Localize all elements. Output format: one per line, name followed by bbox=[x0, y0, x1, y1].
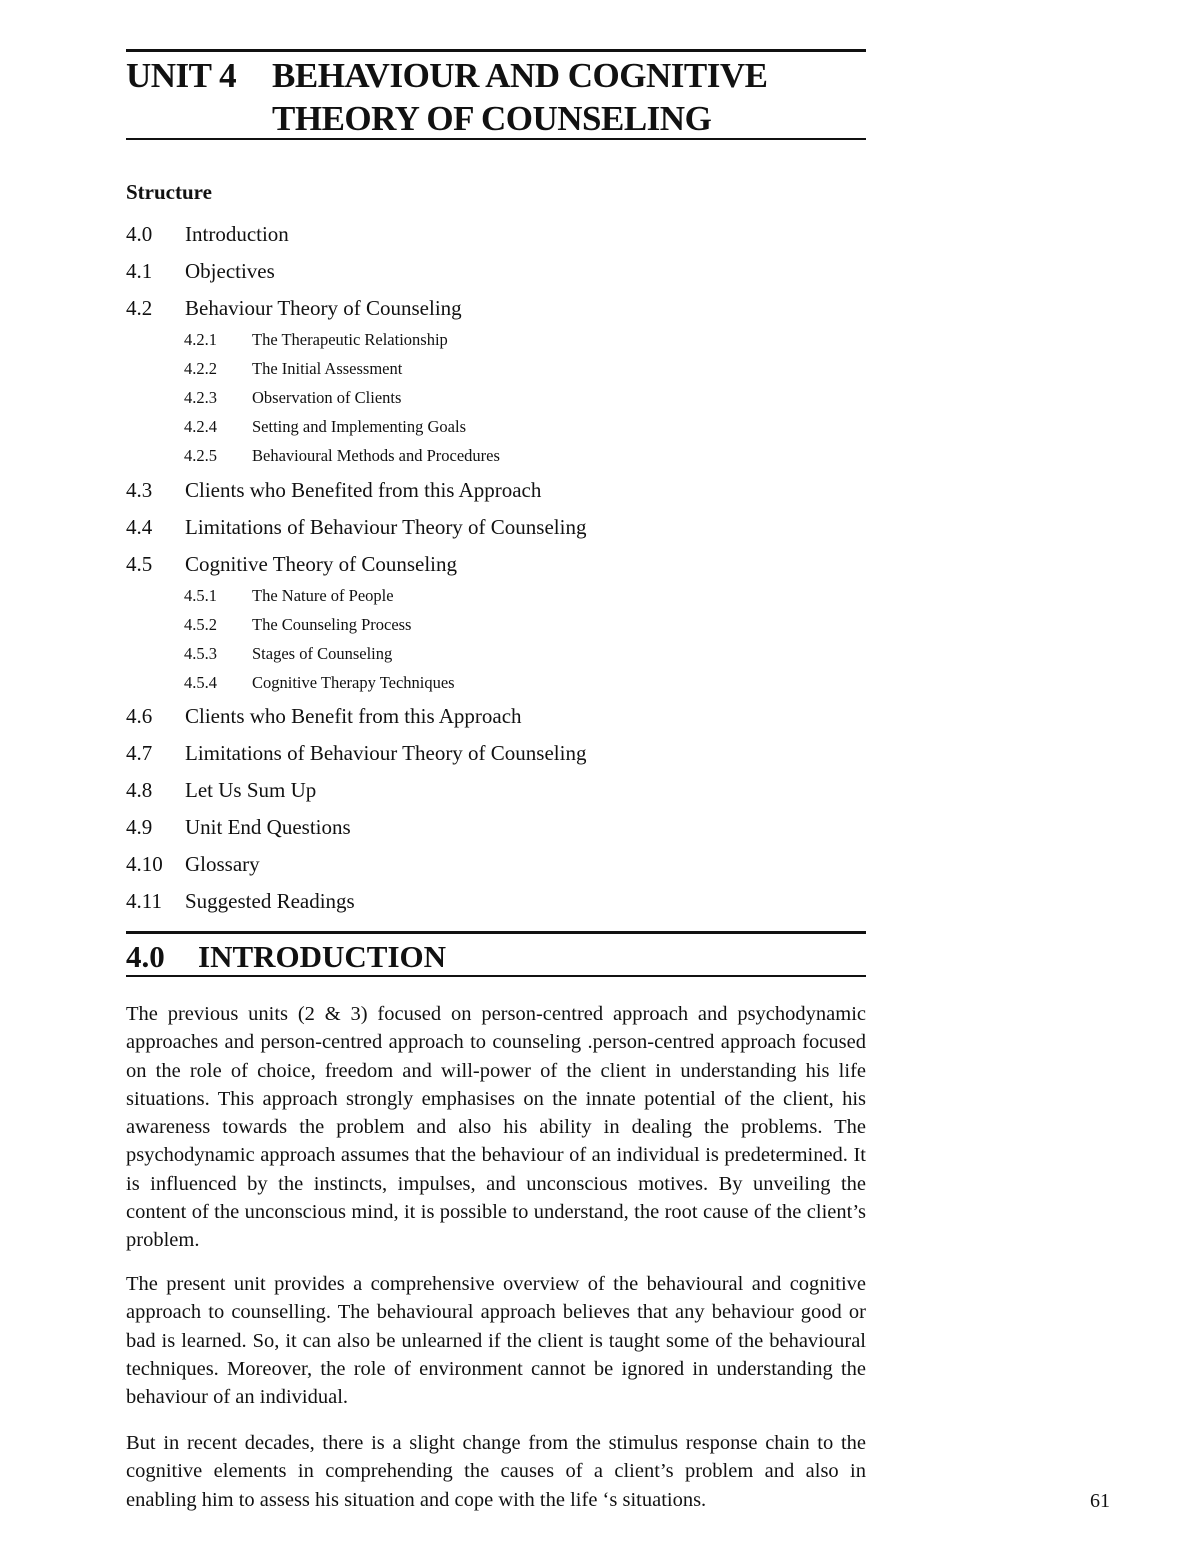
title-top-rule bbox=[126, 49, 866, 52]
toc-subitem-number: 4.2.3 bbox=[184, 388, 217, 407]
toc-subitem-title: Behavioural Methods and Procedures bbox=[252, 446, 500, 465]
toc-item-number: 4.4 bbox=[126, 515, 153, 539]
section-number: 4.0 bbox=[126, 939, 165, 974]
toc-item-title: Let Us Sum Up bbox=[185, 778, 317, 802]
toc-item-title: Cognitive Theory of Counseling bbox=[185, 552, 458, 576]
toc-subitem-title: The Therapeutic Relationship bbox=[252, 330, 448, 349]
section-bottom-rule bbox=[126, 975, 866, 977]
page-number: 61 bbox=[1090, 1490, 1110, 1512]
intro-paragraph-1: The previous units (2 & 3) focused on person-centred approach and psychodynamic approaches and person-centred approach to counseling .person-centred approach focused on the role of choice, freedom and will-power of the client in understanding his life situations. This approach strongly emphasises on the innate potential of the client, his awareness towards the problem and also his ability in dealing the problems. The psychodynamic approach assumes that the behaviour of an individual is predetermined. It is influenced by the instincts, impulses, and unconscious motives. By unveiling the content of the unconscious mind, it is possible to understand, the root cause of the client’s problem. bbox=[126, 1003, 866, 1252]
unit-title-line-1: BEHAVIOUR AND COGNITIVE bbox=[272, 56, 768, 95]
toc-item-number: 4.2 bbox=[126, 296, 153, 320]
toc-item-title: Suggested Readings bbox=[185, 889, 355, 913]
toc-item-title: Introduction bbox=[185, 222, 289, 246]
toc-item-number: 4.6 bbox=[126, 704, 153, 728]
toc-item-title: Limitations of Behaviour Theory of Counseling bbox=[185, 515, 587, 539]
toc-item-number: 4.8 bbox=[126, 778, 153, 802]
structure-heading: Structure bbox=[126, 180, 212, 204]
toc-subitem-title: Stages of Counseling bbox=[252, 644, 393, 663]
toc-item-title: Glossary bbox=[185, 852, 260, 876]
toc-subitem-number: 4.5.3 bbox=[184, 644, 217, 663]
intro-paragraph-3: But in recent decades, there is a slight change from the stimulus response chain to the cognitive elements in comprehending the causes of a client’s problem and also in enabling him to assess his situation and cope with the life ‘s situations. bbox=[126, 1432, 866, 1511]
toc-item-number: 4.10 bbox=[126, 852, 163, 876]
toc-subitem-number: 4.2.4 bbox=[184, 417, 217, 436]
toc-subitem-number: 4.2.1 bbox=[184, 330, 217, 349]
toc-item-title: Behaviour Theory of Counseling bbox=[185, 296, 462, 320]
toc-item-number: 4.9 bbox=[126, 815, 153, 839]
toc-item-number: 4.11 bbox=[126, 889, 162, 913]
toc-item-number: 4.7 bbox=[126, 741, 153, 765]
toc-item-title: Unit End Questions bbox=[185, 815, 351, 839]
toc-item-title: Clients who Benefited from this Approach bbox=[185, 478, 542, 502]
toc-subitem-number: 4.5.1 bbox=[184, 586, 217, 605]
toc-subitem-number: 4.2.5 bbox=[184, 446, 217, 465]
toc-subitem-number: 4.5.2 bbox=[184, 615, 217, 634]
section-title: INTRODUCTION bbox=[198, 939, 447, 974]
toc-subitem-title: The Nature of People bbox=[252, 586, 394, 605]
toc-subitem-title: Setting and Implementing Goals bbox=[252, 417, 467, 436]
toc-subitem-title: The Initial Assessment bbox=[252, 359, 403, 378]
toc-item-number: 4.0 bbox=[126, 222, 153, 246]
toc-subitem-title: Cognitive Therapy Techniques bbox=[252, 673, 455, 692]
toc-subitem-title: The Counseling Process bbox=[252, 615, 412, 634]
unit-title-line-2: THEORY OF COUNSELING bbox=[272, 99, 712, 138]
toc-subitem-number: 4.2.2 bbox=[184, 359, 217, 378]
toc-item-title: Limitations of Behaviour Theory of Counseling bbox=[185, 741, 587, 765]
toc-subitem-title: Observation of Clients bbox=[252, 388, 402, 407]
toc-subitem-number: 4.5.4 bbox=[184, 673, 217, 692]
section-top-rule bbox=[126, 931, 866, 934]
title-bottom-rule bbox=[126, 138, 866, 140]
toc-item-title: Clients who Benefit from this Approach bbox=[185, 704, 522, 728]
toc-item-title: Objectives bbox=[185, 259, 275, 283]
unit-number: UNIT 4 bbox=[126, 56, 237, 95]
toc-item-number: 4.1 bbox=[126, 259, 153, 283]
toc-item-number: 4.3 bbox=[126, 478, 153, 502]
toc-item-number: 4.5 bbox=[126, 552, 153, 576]
intro-paragraph-2: The present unit provides a comprehensive overview of the behavioural and cognitive approach to counselling. The behavioural approach believes that any behaviour good or bad is learned. So, it can also be unlearned if the client is taught some of the behavioural techniques. Moreover, the role of environment cannot be ignored in understanding the behaviour of an individual. bbox=[126, 1273, 866, 1409]
